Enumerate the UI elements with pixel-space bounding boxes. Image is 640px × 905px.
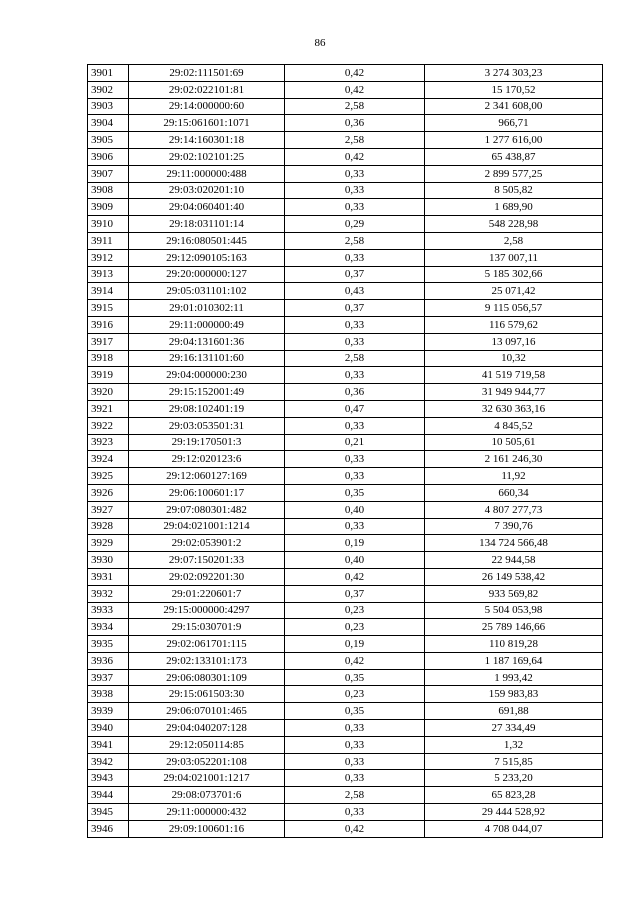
- cadastral-value-table: [87, 64, 603, 838]
- row-number-cell: 3928: [88, 518, 129, 535]
- cadastral-value-cell: 2 341 608,00: [425, 98, 603, 115]
- coefficient-cell: 2,58: [285, 232, 425, 249]
- cadastral-number-cell: 29:15:000000:4297: [129, 602, 285, 619]
- cadastral-number-cell: 29:20:000000:127: [129, 266, 285, 283]
- coefficient-cell: 0,33: [285, 417, 425, 434]
- table-row: [88, 350, 603, 367]
- table-row: [88, 753, 603, 770]
- row-number-cell: 3922: [88, 417, 129, 434]
- table-row: [88, 316, 603, 333]
- table-row: [88, 384, 603, 401]
- table-row: [88, 249, 603, 266]
- cadastral-number-cell: 29:01:010302:11: [129, 300, 285, 317]
- cadastral-value-cell: 7 390,76: [425, 518, 603, 535]
- coefficient-cell: 0,36: [285, 384, 425, 401]
- row-number-cell: 3905: [88, 132, 129, 149]
- coefficient-cell: 0,19: [285, 636, 425, 653]
- coefficient-cell: 2,58: [285, 132, 425, 149]
- cadastral-number-cell: 29:02:061701:115: [129, 636, 285, 653]
- cadastral-number-cell: 29:08:073701:6: [129, 787, 285, 804]
- cadastral-value-cell: 13 097,16: [425, 333, 603, 350]
- table-row: [88, 417, 603, 434]
- cadastral-value-cell: 25 789 146,66: [425, 619, 603, 636]
- table-row: [88, 703, 603, 720]
- coefficient-cell: 0,33: [285, 367, 425, 384]
- coefficient-cell: 0,37: [285, 585, 425, 602]
- coefficient-cell: 0,33: [285, 753, 425, 770]
- row-number-cell: 3926: [88, 484, 129, 501]
- coefficient-cell: 0,35: [285, 484, 425, 501]
- coefficient-cell: 0,33: [285, 316, 425, 333]
- table-body: [88, 65, 603, 838]
- cadastral-value-cell: 110 819,28: [425, 636, 603, 653]
- cadastral-value-cell: 4 807 277,73: [425, 501, 603, 518]
- row-number-cell: 3939: [88, 703, 129, 720]
- cadastral-number-cell: 29:04:021001:1217: [129, 770, 285, 787]
- cadastral-number-cell: 29:07:150201:33: [129, 552, 285, 569]
- row-number-cell: 3911: [88, 232, 129, 249]
- cadastral-number-cell: 29:11:000000:488: [129, 165, 285, 182]
- table-row: [88, 820, 603, 837]
- coefficient-cell: 0,42: [285, 81, 425, 98]
- coefficient-cell: 0,33: [285, 736, 425, 753]
- coefficient-cell: 0,42: [285, 820, 425, 837]
- cadastral-number-cell: 29:04:000000:230: [129, 367, 285, 384]
- table-row: [88, 636, 603, 653]
- cadastral-value-cell: 2,58: [425, 232, 603, 249]
- coefficient-cell: 0,19: [285, 535, 425, 552]
- row-number-cell: 3932: [88, 585, 129, 602]
- cadastral-value-cell: 1 277 616,00: [425, 132, 603, 149]
- row-number-cell: 3943: [88, 770, 129, 787]
- coefficient-cell: 0,33: [285, 720, 425, 737]
- cadastral-value-cell: 29 444 528,92: [425, 804, 603, 821]
- row-number-cell: 3913: [88, 266, 129, 283]
- row-number-cell: 3942: [88, 753, 129, 770]
- cadastral-number-cell: 29:02:092201:30: [129, 568, 285, 585]
- row-number-cell: 3915: [88, 300, 129, 317]
- cadastral-value-cell: 691,88: [425, 703, 603, 720]
- table-row: [88, 182, 603, 199]
- row-number-cell: 3908: [88, 182, 129, 199]
- cadastral-value-cell: 32 630 363,16: [425, 400, 603, 417]
- cadastral-number-cell: 29:15:061601:1071: [129, 115, 285, 132]
- table-row: [88, 720, 603, 737]
- table-row: [88, 148, 603, 165]
- coefficient-cell: 0,33: [285, 451, 425, 468]
- cadastral-value-cell: 5 504 053,98: [425, 602, 603, 619]
- cadastral-number-cell: 29:04:060401:40: [129, 199, 285, 216]
- row-number-cell: 3930: [88, 552, 129, 569]
- cadastral-number-cell: 29:06:100601:17: [129, 484, 285, 501]
- coefficient-cell: 0,33: [285, 249, 425, 266]
- cadastral-value-cell: 159 983,83: [425, 686, 603, 703]
- cadastral-value-cell: 7 515,85: [425, 753, 603, 770]
- coefficient-cell: 0,33: [285, 468, 425, 485]
- cadastral-value-cell: 1 993,42: [425, 669, 603, 686]
- table-row: [88, 81, 603, 98]
- coefficient-cell: 0,42: [285, 65, 425, 82]
- table-row: [88, 232, 603, 249]
- cadastral-number-cell: 29:15:152001:49: [129, 384, 285, 401]
- page-number: 86: [314, 37, 326, 49]
- cadastral-value-cell: 10 505,61: [425, 434, 603, 451]
- row-number-cell: 3914: [88, 283, 129, 300]
- table-row: [88, 770, 603, 787]
- cadastral-value-cell: 2 899 577,25: [425, 165, 603, 182]
- cadastral-number-cell: 29:05:031101:102: [129, 283, 285, 300]
- cadastral-number-cell: 29:18:031101:14: [129, 216, 285, 233]
- coefficient-cell: 0,40: [285, 501, 425, 518]
- table-row: [88, 165, 603, 182]
- cadastral-number-cell: 29:12:060127:169: [129, 468, 285, 485]
- coefficient-cell: 0,29: [285, 216, 425, 233]
- row-number-cell: 3945: [88, 804, 129, 821]
- coefficient-cell: 0,35: [285, 669, 425, 686]
- cadastral-number-cell: 29:03:020201:10: [129, 182, 285, 199]
- table-row: [88, 652, 603, 669]
- cadastral-value-cell: 11,92: [425, 468, 603, 485]
- cadastral-value-cell: 8 505,82: [425, 182, 603, 199]
- coefficient-cell: 0,33: [285, 199, 425, 216]
- cadastral-value-cell: 26 149 538,42: [425, 568, 603, 585]
- row-number-cell: 3920: [88, 384, 129, 401]
- table-row: [88, 283, 603, 300]
- table-row: [88, 300, 603, 317]
- coefficient-cell: 0,43: [285, 283, 425, 300]
- row-number-cell: 3901: [88, 65, 129, 82]
- coefficient-cell: 0,37: [285, 266, 425, 283]
- table-row: [88, 451, 603, 468]
- coefficient-cell: 0,36: [285, 115, 425, 132]
- coefficient-cell: 0,23: [285, 686, 425, 703]
- table-row: [88, 115, 603, 132]
- table-row: [88, 535, 603, 552]
- cadastral-number-cell: 29:19:170501:3: [129, 434, 285, 451]
- coefficient-cell: 0,21: [285, 434, 425, 451]
- cadastral-number-cell: 29:04:021001:1214: [129, 518, 285, 535]
- row-number-cell: 3927: [88, 501, 129, 518]
- row-number-cell: 3941: [88, 736, 129, 753]
- coefficient-cell: 0,42: [285, 568, 425, 585]
- coefficient-cell: 0,40: [285, 552, 425, 569]
- cadastral-value-cell: 1,32: [425, 736, 603, 753]
- row-number-cell: 3919: [88, 367, 129, 384]
- table-row: [88, 585, 603, 602]
- row-number-cell: 3940: [88, 720, 129, 737]
- cadastral-value-cell: 10,32: [425, 350, 603, 367]
- coefficient-cell: 0,42: [285, 652, 425, 669]
- cadastral-number-cell: 29:02:022101:81: [129, 81, 285, 98]
- cadastral-number-cell: 29:09:100601:16: [129, 820, 285, 837]
- cadastral-number-cell: 29:14:000000:60: [129, 98, 285, 115]
- table-row: [88, 568, 603, 585]
- cadastral-number-cell: 29:12:050114:85: [129, 736, 285, 753]
- cadastral-number-cell: 29:02:133101:173: [129, 652, 285, 669]
- cadastral-number-cell: 29:04:131601:36: [129, 333, 285, 350]
- coefficient-cell: 0,33: [285, 182, 425, 199]
- row-number-cell: 3931: [88, 568, 129, 585]
- coefficient-cell: 0,23: [285, 602, 425, 619]
- table-row: [88, 199, 603, 216]
- cadastral-number-cell: 29:16:080501:445: [129, 232, 285, 249]
- table-row: [88, 216, 603, 233]
- table-row: [88, 484, 603, 501]
- cadastral-value-cell: 966,71: [425, 115, 603, 132]
- table-row: [88, 619, 603, 636]
- cadastral-number-cell: 29:12:090105:163: [129, 249, 285, 266]
- coefficient-cell: 2,58: [285, 98, 425, 115]
- row-number-cell: 3944: [88, 787, 129, 804]
- cadastral-number-cell: 29:16:131101:60: [129, 350, 285, 367]
- row-number-cell: 3909: [88, 199, 129, 216]
- table-row: [88, 518, 603, 535]
- cadastral-number-cell: 29:07:080301:482: [129, 501, 285, 518]
- table-row: [88, 804, 603, 821]
- cadastral-number-cell: 29:11:000000:49: [129, 316, 285, 333]
- cadastral-value-cell: 4 845,52: [425, 417, 603, 434]
- cadastral-value-cell: 1 187 169,64: [425, 652, 603, 669]
- cadastral-number-cell: 29:06:080301:109: [129, 669, 285, 686]
- table-row: [88, 468, 603, 485]
- cadastral-value-cell: 27 334,49: [425, 720, 603, 737]
- coefficient-cell: 2,58: [285, 787, 425, 804]
- cadastral-value-cell: 660,34: [425, 484, 603, 501]
- cadastral-number-cell: 29:02:102101:25: [129, 148, 285, 165]
- coefficient-cell: 0,37: [285, 300, 425, 317]
- cadastral-value-cell: 31 949 944,77: [425, 384, 603, 401]
- row-number-cell: 3933: [88, 602, 129, 619]
- cadastral-value-cell: 134 724 566,48: [425, 535, 603, 552]
- coefficient-cell: 0,33: [285, 804, 425, 821]
- row-number-cell: 3925: [88, 468, 129, 485]
- table-row: [88, 98, 603, 115]
- cadastral-number-cell: 29:03:052201:108: [129, 753, 285, 770]
- table-row: [88, 501, 603, 518]
- cadastral-number-cell: 29:02:111501:69: [129, 65, 285, 82]
- table-row: [88, 434, 603, 451]
- row-number-cell: 3906: [88, 148, 129, 165]
- cadastral-number-cell: 29:06:070101:465: [129, 703, 285, 720]
- table-row: [88, 132, 603, 149]
- table-row: [88, 736, 603, 753]
- cadastral-number-cell: 29:14:160301:18: [129, 132, 285, 149]
- coefficient-cell: 0,42: [285, 148, 425, 165]
- row-number-cell: 3917: [88, 333, 129, 350]
- row-number-cell: 3929: [88, 535, 129, 552]
- row-number-cell: 3902: [88, 81, 129, 98]
- row-number-cell: 3921: [88, 400, 129, 417]
- row-number-cell: 3904: [88, 115, 129, 132]
- table-row: [88, 65, 603, 82]
- cadastral-number-cell: 29:12:020123:6: [129, 451, 285, 468]
- cadastral-number-cell: 29:15:061503:30: [129, 686, 285, 703]
- row-number-cell: 3935: [88, 636, 129, 653]
- cadastral-value-cell: 2 161 246,30: [425, 451, 603, 468]
- cadastral-number-cell: 29:08:102401:19: [129, 400, 285, 417]
- row-number-cell: 3916: [88, 316, 129, 333]
- cadastral-value-cell: 933 569,82: [425, 585, 603, 602]
- coefficient-cell: 0,33: [285, 518, 425, 535]
- cadastral-number-cell: 29:01:220601:7: [129, 585, 285, 602]
- cadastral-value-cell: 1 689,90: [425, 199, 603, 216]
- table-row: [88, 552, 603, 569]
- table-row: [88, 602, 603, 619]
- row-number-cell: 3934: [88, 619, 129, 636]
- table-row: [88, 367, 603, 384]
- row-number-cell: 3936: [88, 652, 129, 669]
- table-row: [88, 686, 603, 703]
- row-number-cell: 3937: [88, 669, 129, 686]
- row-number-cell: 3918: [88, 350, 129, 367]
- cadastral-number-cell: 29:11:000000:432: [129, 804, 285, 821]
- table-row: [88, 333, 603, 350]
- cadastral-value-cell: 15 170,52: [425, 81, 603, 98]
- cadastral-value-cell: 41 519 719,58: [425, 367, 603, 384]
- cadastral-number-cell: 29:03:053501:31: [129, 417, 285, 434]
- cadastral-value-cell: 65 823,28: [425, 787, 603, 804]
- cadastral-value-cell: 4 708 044,07: [425, 820, 603, 837]
- table-row: [88, 669, 603, 686]
- coefficient-cell: 0,33: [285, 165, 425, 182]
- row-number-cell: 3924: [88, 451, 129, 468]
- cadastral-value-cell: 65 438,87: [425, 148, 603, 165]
- table-row: [88, 400, 603, 417]
- coefficient-cell: 0,47: [285, 400, 425, 417]
- cadastral-value-cell: 25 071,42: [425, 283, 603, 300]
- coefficient-cell: 0,23: [285, 619, 425, 636]
- row-number-cell: 3946: [88, 820, 129, 837]
- cadastral-number-cell: 29:04:040207:128: [129, 720, 285, 737]
- row-number-cell: 3910: [88, 216, 129, 233]
- row-number-cell: 3938: [88, 686, 129, 703]
- coefficient-cell: 0,35: [285, 703, 425, 720]
- cadastral-value-cell: 5 233,20: [425, 770, 603, 787]
- cadastral-value-cell: 137 007,11: [425, 249, 603, 266]
- row-number-cell: 3907: [88, 165, 129, 182]
- cadastral-value-cell: 116 579,62: [425, 316, 603, 333]
- cadastral-number-cell: 29:15:030701:9: [129, 619, 285, 636]
- cadastral-number-cell: 29:02:053901:2: [129, 535, 285, 552]
- cadastral-value-cell: 548 228,98: [425, 216, 603, 233]
- cadastral-value-cell: 5 185 302,66: [425, 266, 603, 283]
- cadastral-value-cell: 22 944,58: [425, 552, 603, 569]
- table-row: [88, 787, 603, 804]
- row-number-cell: 3912: [88, 249, 129, 266]
- cadastral-value-cell: 9 115 056,57: [425, 300, 603, 317]
- coefficient-cell: 0,33: [285, 770, 425, 787]
- cadastral-value-cell: 3 274 303,23: [425, 65, 603, 82]
- row-number-cell: 3903: [88, 98, 129, 115]
- coefficient-cell: 0,33: [285, 333, 425, 350]
- row-number-cell: 3923: [88, 434, 129, 451]
- coefficient-cell: 2,58: [285, 350, 425, 367]
- table-row: [88, 266, 603, 283]
